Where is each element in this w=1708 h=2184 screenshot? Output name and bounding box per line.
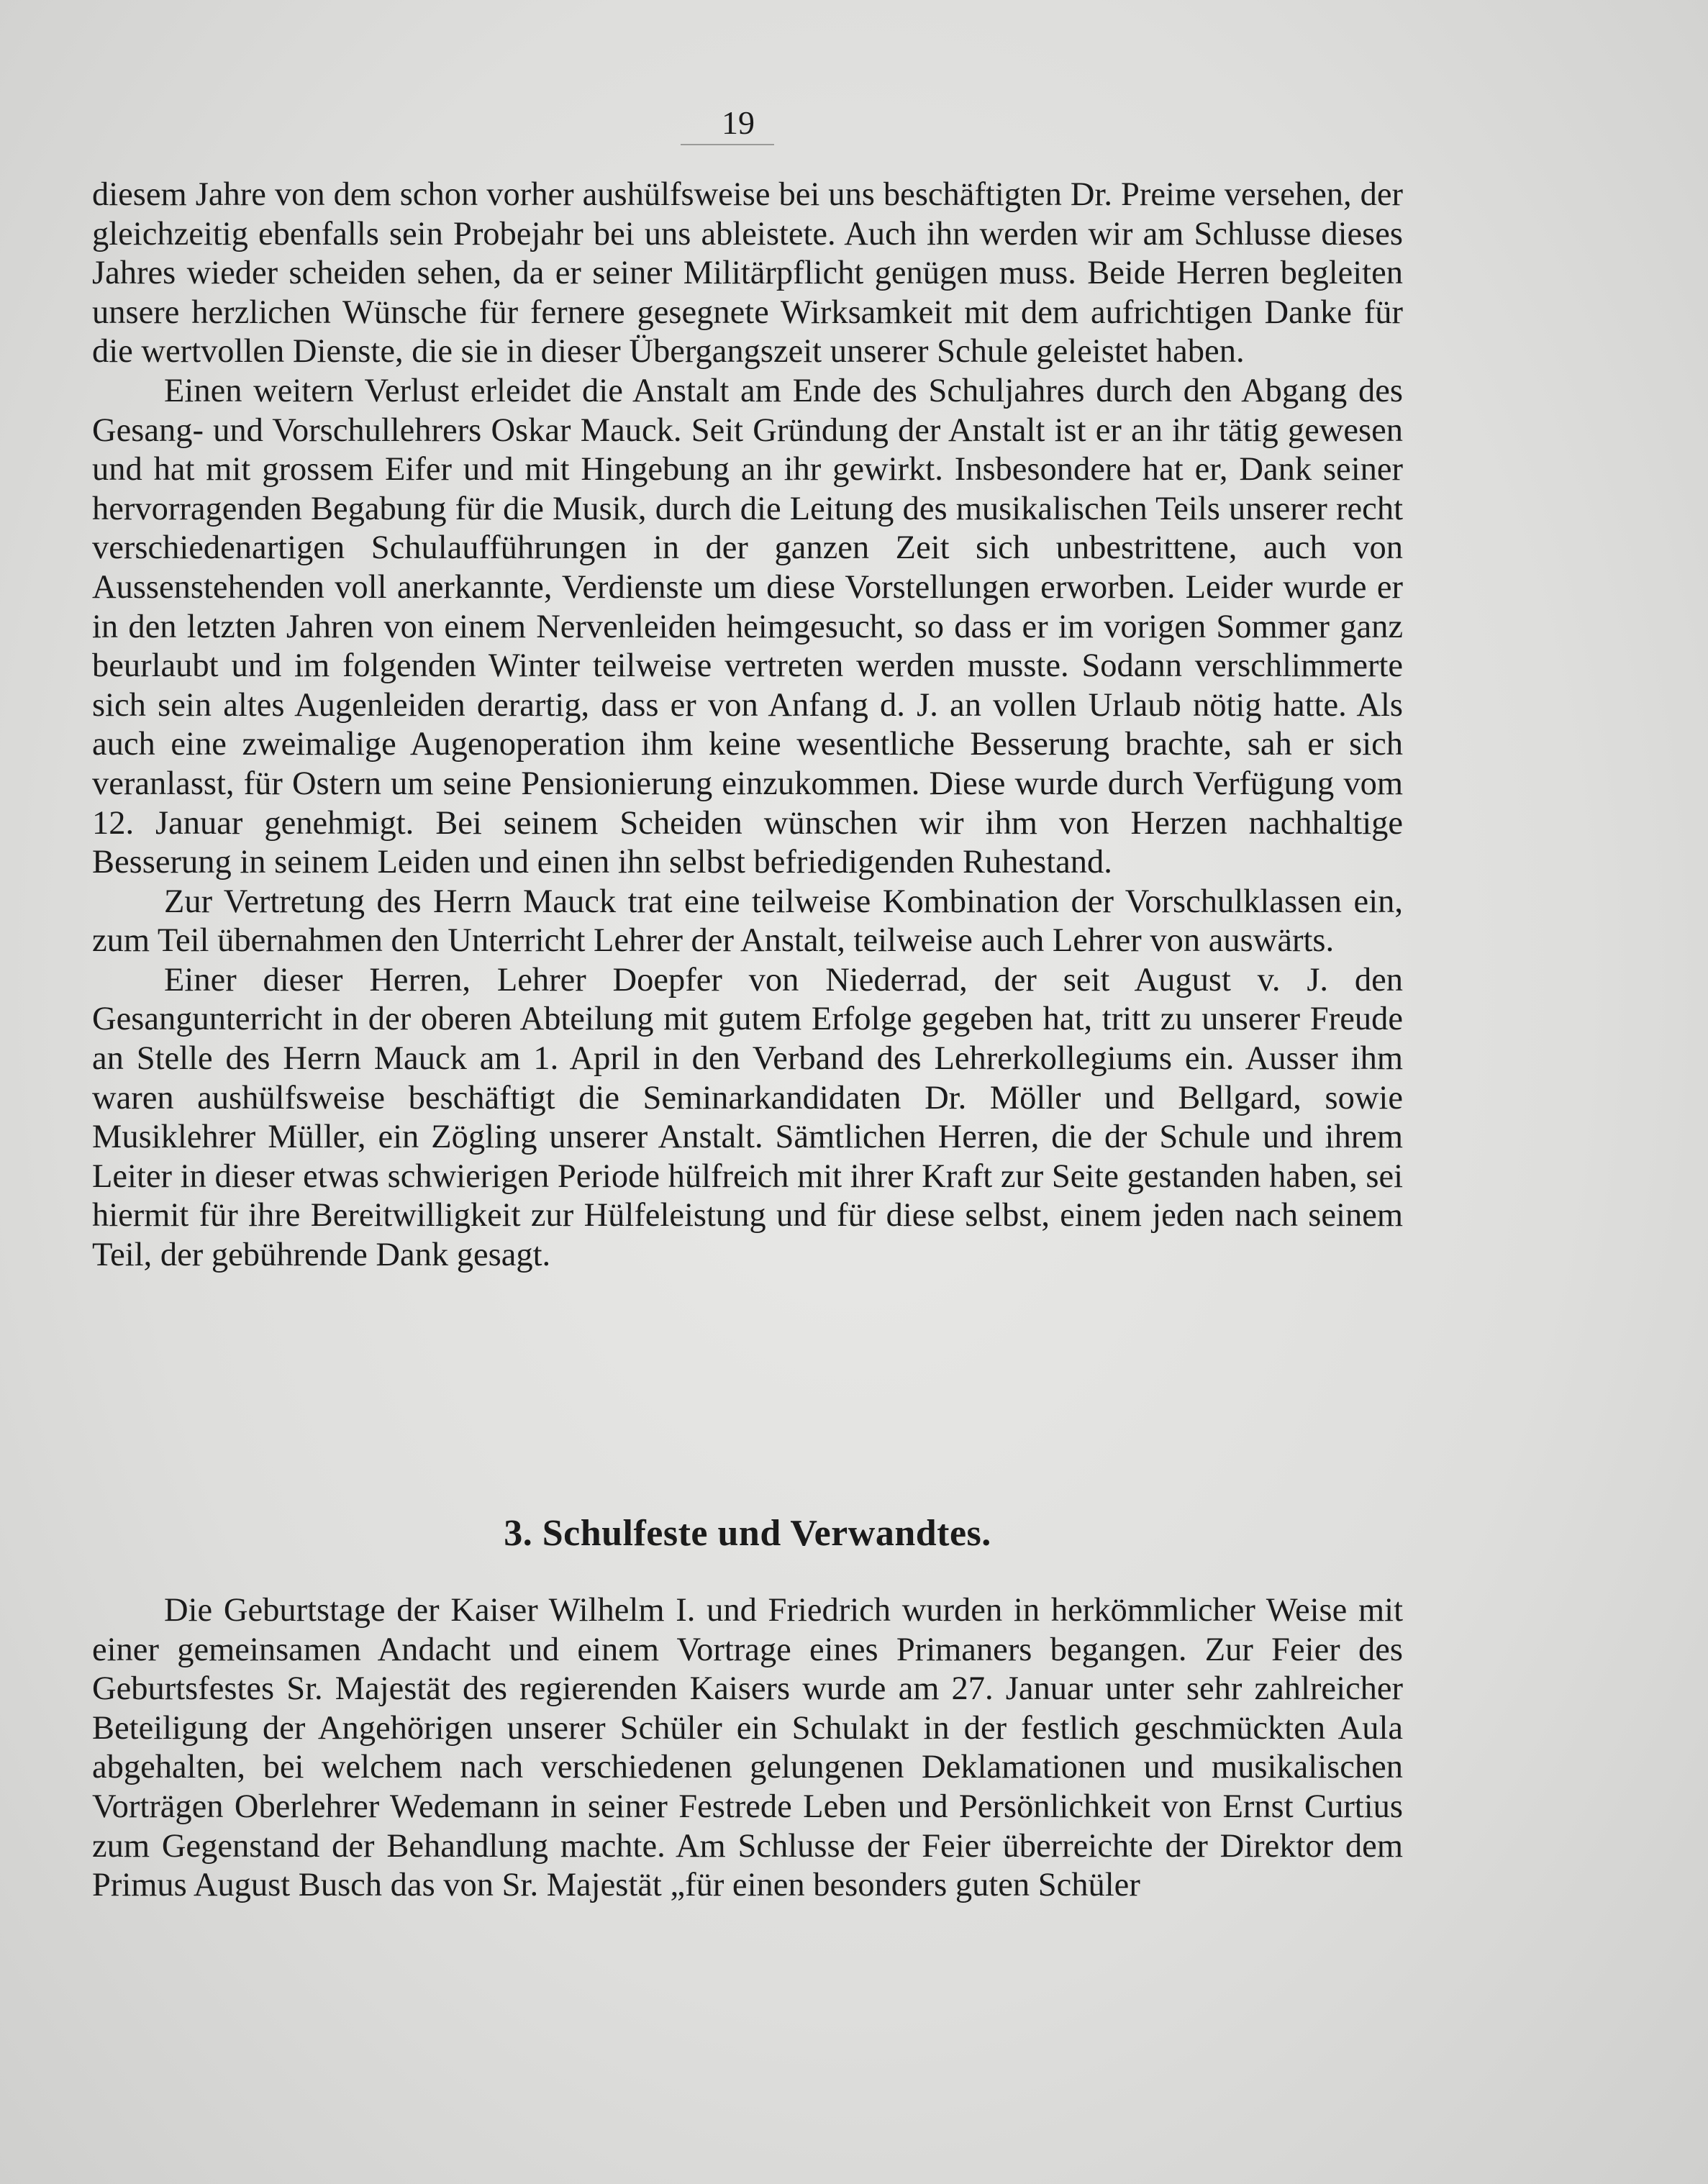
body-text-block (92, 1591, 1403, 1906)
paragraph: diesem Jahre von dem schon vorher aushülfsweise bei uns beschäftigten Dr. Preime versehen, der gleichzeitig ebenfalls sein Probejahr bei uns ableistete. Auch ihn werden wir am Schlusse dieses Jahres wieder scheiden sehen, da er seiner Militärpflicht genügen muss. Beide Herren begleiten unsere herzlichen Wünsche für fernere gesegnete Wirksamkeit mit dem aufrichtigen Danke für die wertvollen Dienste, die sie in dieser Übergangszeit unserer Schule geleistet haben. (92, 176, 1403, 370)
page-number-rule (681, 144, 774, 145)
paragraph: Zur Vertretung des Herrn Mauck trat eine teilweise Kombination der Vorschulklassen ein, zum Teil übernahmen den Unterricht Lehrer der Anstalt, teilweise auch Lehrer von auswärts. (92, 883, 1403, 960)
section-heading: 3. Schulfeste und Verwandtes. (504, 1513, 991, 1554)
body-text-block (92, 176, 1403, 1275)
paragraph: Die Geburtstage der Kaiser Wilhelm I. und Friedrich wurden in herkömmlicher Weise mit einer gemeinsamen Andacht und einem Vortrage eines Primaners begangen. Zur Feier des Geburtsfestes Sr. Majestät des regierenden Kaisers wurde am 27. Januar unter sehr zahlreicher Beteiligung der Angehörigen unserer Schüler ein Schulakt in der festlich geschmückten Aula abgehalten, bei welchem nach verschiedenen gelungenen Deklamationen und musikalischen Vorträgen Oberlehrer Wedemann in seiner Festrede Leben und Persönlichkeit von Ernst Curtius zum Gegenstand der Behandlung machte. Am Schlusse der Feier überreichte der Direktor dem Primus August Busch das von Sr. Majestät „für einen besonders guten Schüler (92, 1592, 1403, 1904)
page-number: 19 (722, 104, 755, 141)
paragraph: Einen weitern Verlust erleidet die Anstalt am Ende des Schuljahres durch den Abgang des Gesang- und Vorschullehrers Oskar Mauck. Seit Gründung der Anstalt ist er an ihr tätig gewesen und hat mit grossem Eifer und mit Hingebung an ihr gewirkt. Insbesondere hat er, Dank seiner hervorragenden Begabung für die Musik, durch die Leitung des musikalischen Teils unserer recht verschiedenartigen Schulaufführungen in der ganzen Zeit sich unbestrittene, auch von Aussenstehenden voll anerkannte, Verdienste um diese Vorstellungen erworben. Leider wurde er in den letzten Jahren von einem Nervenleiden heimgesucht, so dass er im vorigen Sommer ganz beurlaubt und im folgenden Winter teilweise vertreten werden musste. Sodann verschlimmerte sich sein altes Augenleiden derartig, dass er von Anfang d. J. an vollen Urlaub nötig hatte. Als auch eine zweimalige Augenoperation ihm keine wesentliche Besserung brachte, sah er sich veranlasst, für Ostern um seine Pensionierung einzukommen. Diese wurde durch Verfügung vom 12. Januar genehmigt. Bei seinem Scheiden wünschen wir ihm von Herzen nachhaltige Besserung in seinem Leiden und einen ihn selbst befriedigenden Ruhestand. (92, 372, 1403, 881)
paragraph: Einer dieser Herren, Lehrer Doepfer von Niederrad, der seit August v. J. den Gesangunterricht in der oberen Abteilung mit gutem Erfolge gegeben hat, tritt zu unserer Freude an Stelle des Herrn Mauck am 1. April in den Verband des Lehrerkollegiums ein. Ausser ihm waren aushülfsweise beschäftigt die Seminarkandidaten Dr. Möller und Bellgard, sowie Musiklehrer Müller, ein Zögling unserer Anstalt. Sämtlichen Herren, die der Schule und ihrem Leiter in dieser etwas schwierigen Periode hülfreich mit ihrer Kraft zur Seite gestanden haben, sei hiermit für ihre Bereitwilligkeit zur Hülfeleistung und für diese selbst, einem jeden nach seinem Teil, der gebührende Dank gesagt. (92, 961, 1403, 1274)
